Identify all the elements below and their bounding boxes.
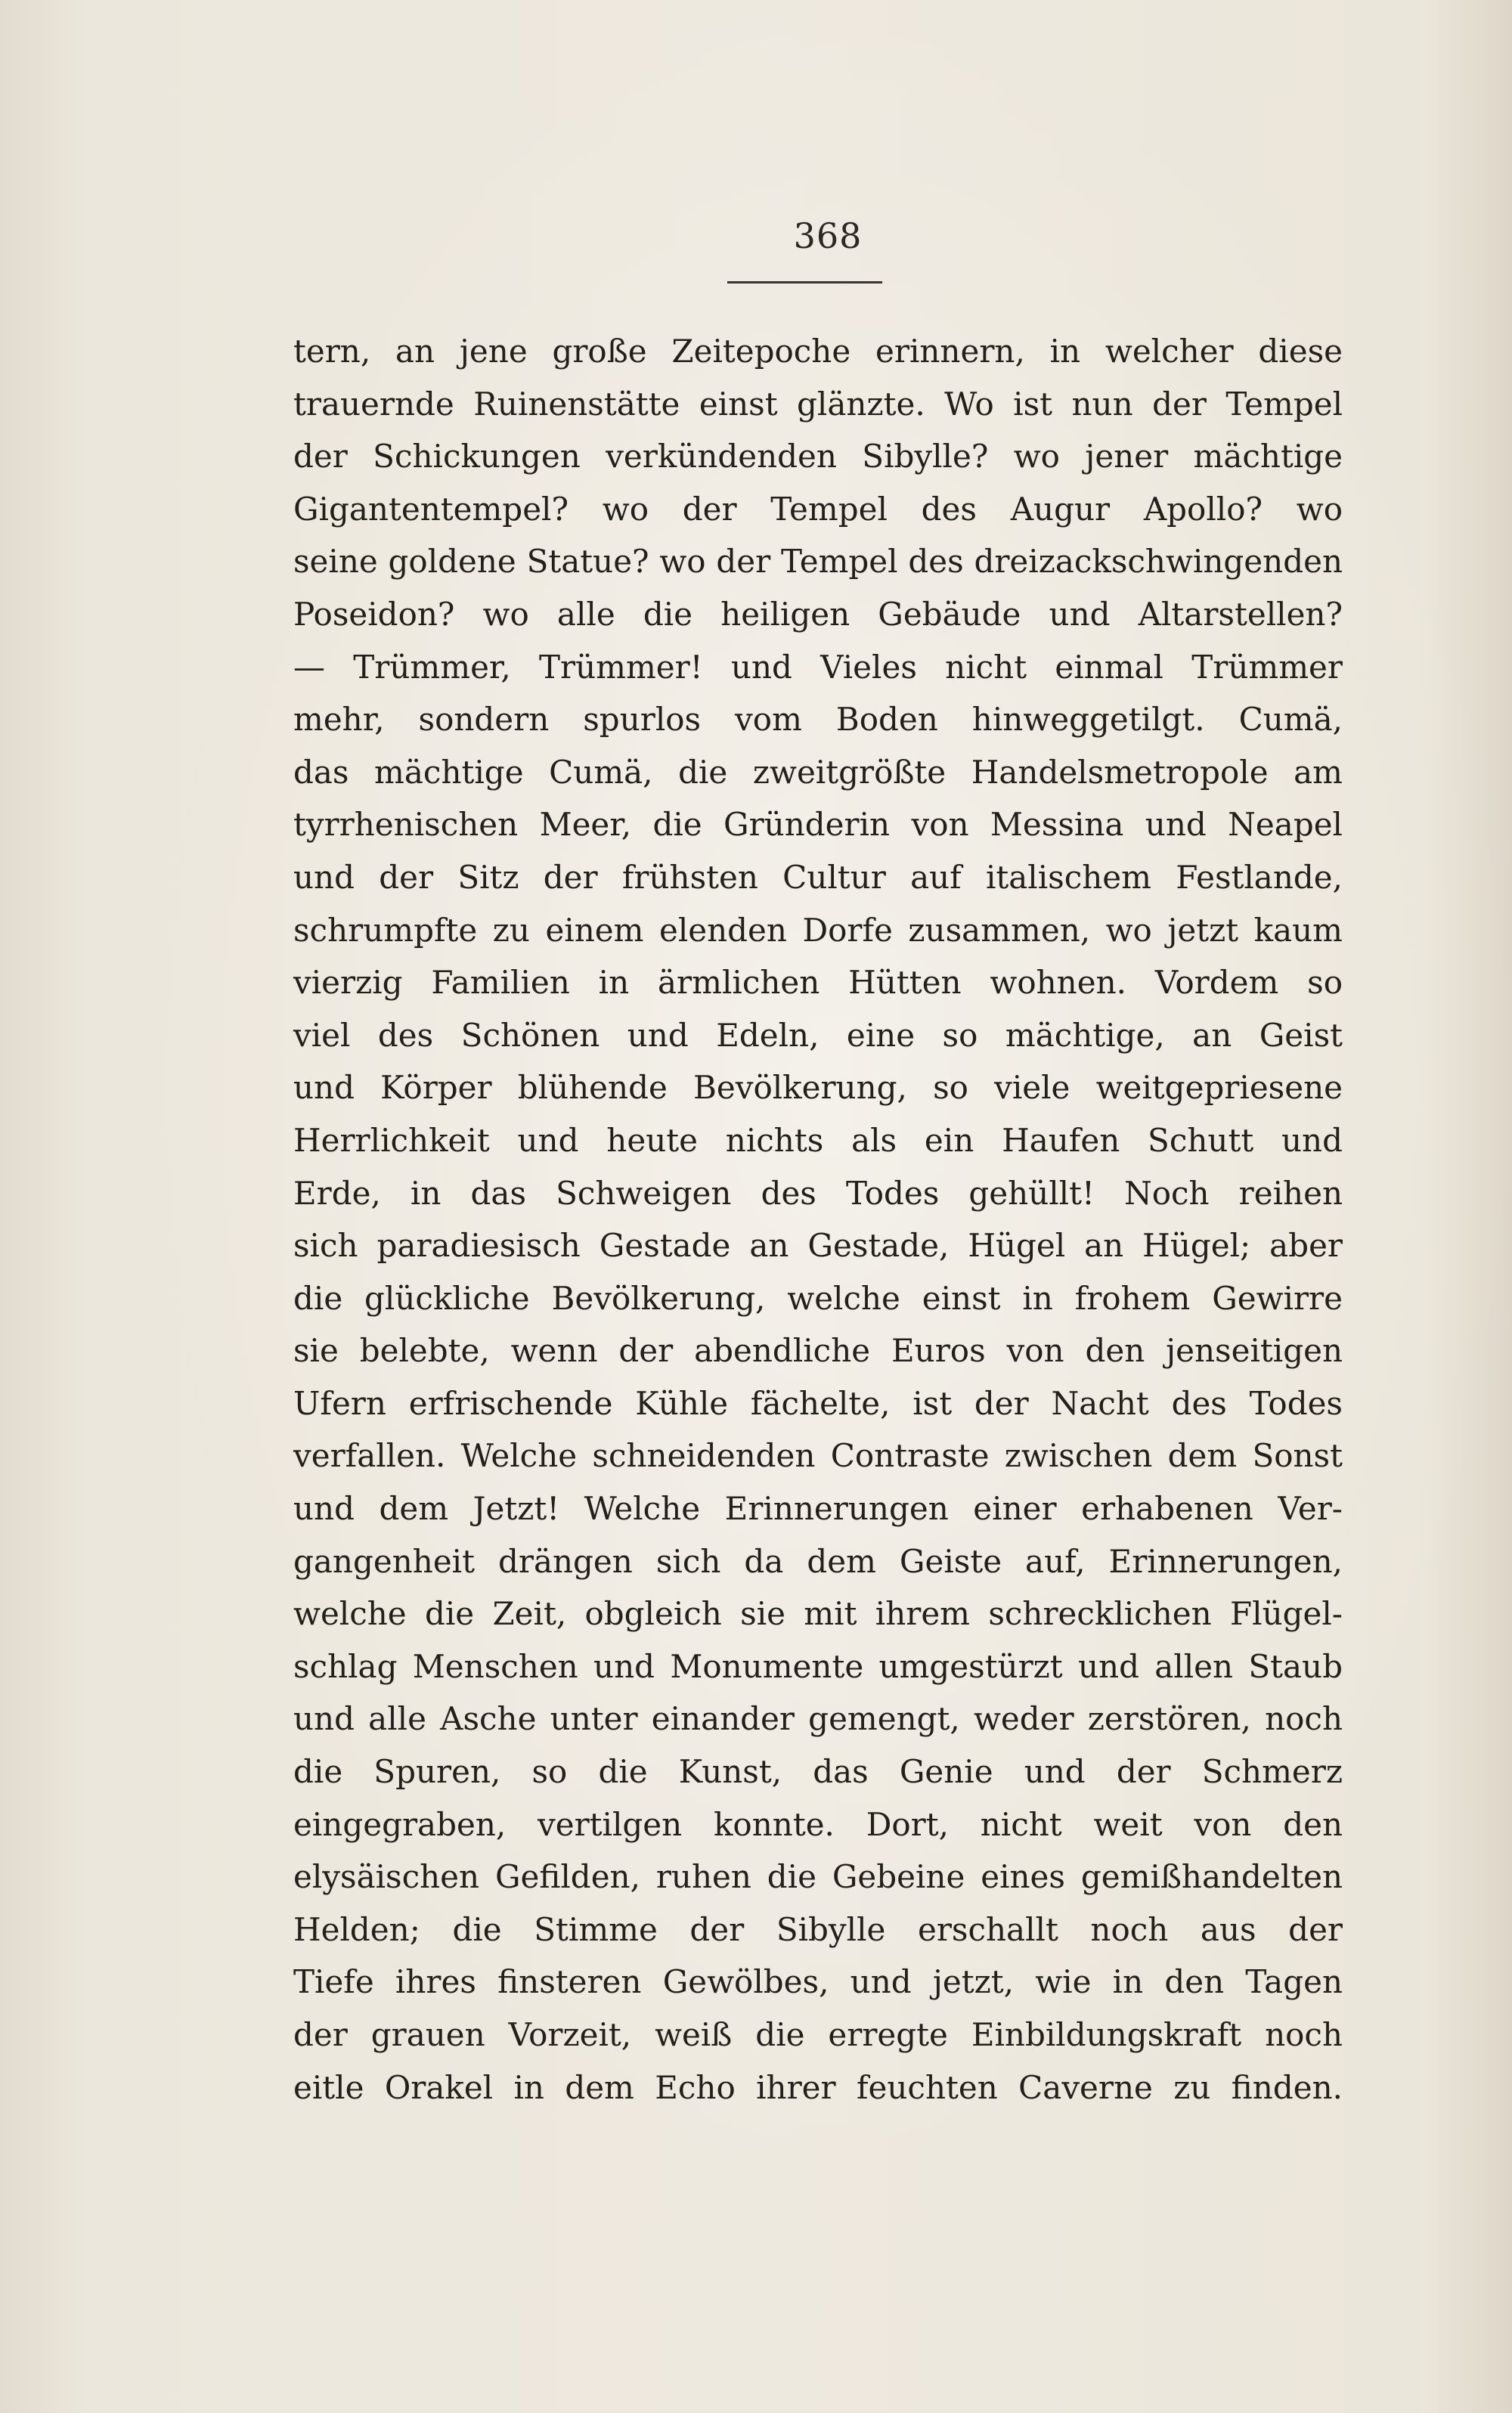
text-line: Helden; die Stimme der Sibylle erschallt noch aus der <box>293 1910 1343 1948</box>
text-line: Gigantentempel? wo der Tempel des Augur Apollo? wo <box>293 490 1343 528</box>
text-line: tyrrhenischen Meer, die Gründerin von Messina und Neapel <box>293 806 1343 844</box>
text-line: gangenheit drängen sich da dem Geiste auf, Erinnerungen, <box>293 1542 1343 1580</box>
text-line: schrumpfte zu einem elenden Dorfe zusammen, wo jetzt kaum <box>293 911 1343 949</box>
header-rule <box>727 281 882 283</box>
text-line: — Trümmer, Trümmer! und Vieles nicht einmal Trümmer <box>293 648 1343 686</box>
text-line: sie belebte, wenn der abendliche Euros von den jenseitigen <box>293 1332 1343 1370</box>
text-line: und der Sitz der frühsten Cultur auf italischem Festlande, <box>293 858 1343 896</box>
text-line: Ufern erfrischende Kühle fächelte, ist der Nacht des Todes <box>293 1384 1343 1422</box>
body-text <box>293 325 1343 2114</box>
text-line: das mächtige Cumä, die zweitgrößte Handelsmetropole am <box>293 753 1343 791</box>
text-line: Herrlichkeit und heute nichts als ein Haufen Schutt und <box>293 1121 1343 1159</box>
text-line: und Körper blühende Bevölkerung, so viele weitgepriesene <box>293 1069 1343 1107</box>
text-line: vierzig Familien in ärmlichen Hütten wohnen. Vordem so <box>293 964 1343 1002</box>
text-line: der Schickungen verkündenden Sibylle? wo jener mächtige <box>293 438 1343 475</box>
text-line: Tiefe ihres finsteren Gewölbes, und jetzt, wie in den Tagen <box>293 1963 1343 2001</box>
text-line: tern, an jene große Zeitepoche erinnern, in welcher diese <box>293 333 1343 370</box>
text-line: trauernde Ruinenstätte einst glänzte. Wo ist nun der Tempel <box>293 385 1343 423</box>
page-number: 368 <box>793 215 863 256</box>
text-line: und alle Asche unter einander gemengt, weder zerstören, noch <box>293 1700 1343 1738</box>
text-line: die glückliche Bevölkerung, welche einst in frohem Gewirre <box>293 1279 1343 1317</box>
text-line: welche die Zeit, obgleich sie mit ihrem schrecklichen Flügel- <box>293 1595 1343 1633</box>
text-line: der grauen Vorzeit, weiß die erregte Einbildungskraft noch <box>293 2016 1343 2053</box>
text-line: und dem Jetzt! Welche Erinnerungen einer erhabenen Ver- <box>293 1490 1343 1528</box>
text-line: schlag Menschen und Monumente umgestürzt und allen Staub <box>293 1647 1343 1685</box>
text-line: mehr, sondern spurlos vom Boden hinweggetilgt. Cumä, <box>293 701 1343 739</box>
text-line: Poseidon? wo alle die heiligen Gebäude und Altarstellen? <box>293 595 1343 633</box>
text-line: viel des Schönen und Edeln, eine so mächtige, an Geist <box>293 1016 1343 1054</box>
text-line: Erde, in das Schweigen des Todes gehüllt! Noch reihen <box>293 1174 1343 1212</box>
text-line: verfallen. Welche schneidenden Contraste zwischen dem Sonst <box>293 1437 1343 1475</box>
text-line: eitle Orakel in dem Echo ihrer feuchten Caverne zu finden. <box>293 2068 1343 2106</box>
text-line: die Spuren, so die Kunst, das Genie und der Schmerz <box>293 1753 1343 1791</box>
text-line: eingegraben, vertilgen konnte. Dort, nicht weit von den <box>293 1805 1343 1843</box>
text-line: sich paradiesisch Gestade an Gestade, Hügel an Hügel; aber <box>293 1227 1343 1265</box>
text-line: seine goldene Statue? wo der Tempel des dreizackschwingenden <box>293 543 1343 581</box>
text-line: elysäischen Gefilden, ruhen die Gebeine eines gemißhandelten <box>293 1858 1343 1896</box>
